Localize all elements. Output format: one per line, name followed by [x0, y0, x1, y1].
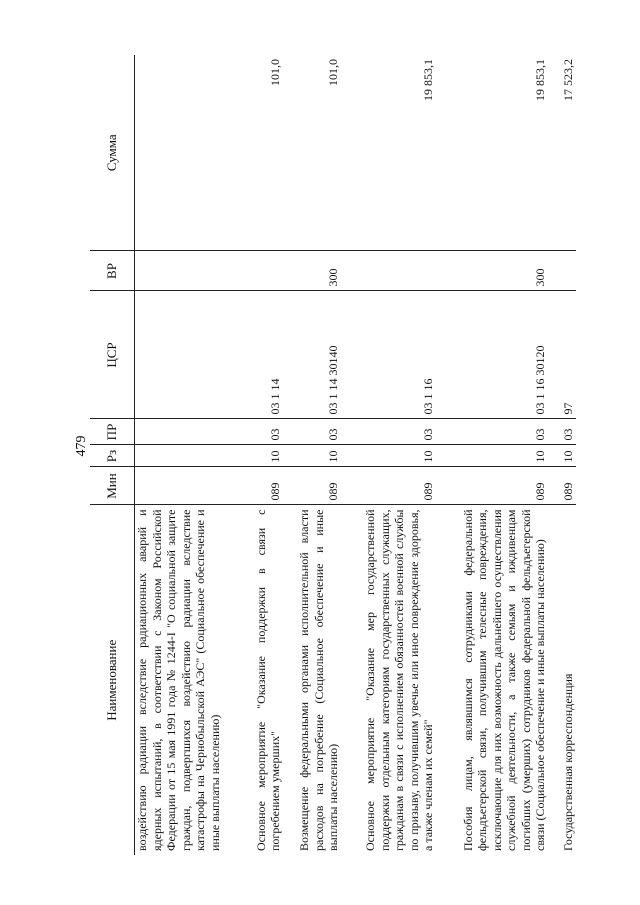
row-vr [135, 251, 235, 291]
row-pr: 03 [283, 419, 341, 445]
row-pr: 03 [548, 419, 576, 445]
row-sum: 17 523,2 [548, 55, 576, 251]
row-csr: 97 [548, 291, 576, 419]
row-csr: 03 1 16 30120 [436, 291, 548, 419]
row-rz: 10 [436, 445, 548, 467]
table-row [135, 55, 235, 855]
header-sum: Сумма [90, 55, 135, 251]
row-rz: 10 [341, 445, 436, 467]
page-number: 479 [74, 435, 89, 457]
budget-table [90, 55, 576, 855]
row-rz: 10 [283, 445, 341, 467]
header-rz: Рз [90, 445, 135, 467]
header-pr: ПР [90, 419, 135, 445]
row-sum: 101,0 [235, 55, 283, 251]
row-rz: 10 [235, 445, 283, 467]
row-vr: 300 [283, 251, 341, 291]
header-name: Наименование [90, 505, 135, 855]
row-name: Основное мероприятие "Оказание поддержки в связи с погребением умерших" [253, 509, 282, 851]
row-min: 089 [548, 467, 576, 505]
table-row [235, 55, 283, 855]
row-min: 089 [341, 467, 436, 505]
row-name: воздействию радиации вследствие радиационных аварий и ядерных испытаний, в соответствии с Законом Российской Федерации от 15 мая 1991 года № 1244-I "О социальной защите граждан, подвергшихся воздействию радиации вследствие катастрофы на Чернобыльской АЭС" (Социальное обеспечение и иные выплаты населению) [135, 509, 222, 851]
row-pr: 03 [235, 419, 283, 445]
row-csr: 03 1 16 [341, 291, 436, 419]
table-rotator [90, 55, 575, 855]
row-csr [135, 291, 235, 419]
row-min [135, 467, 235, 505]
row-name: Основное мероприятие "Оказание мер государственной поддержки отдельным категориям государственных служащих, гражданам в связи с исполнением обязанностей военной службы по призыву, получившим увечье или иное повреждение здоровья, а также членам их семей" [363, 509, 435, 851]
row-rz: 10 [548, 445, 576, 467]
table-row [436, 55, 548, 855]
row-min: 089 [283, 467, 341, 505]
header-vr: ВР [90, 251, 135, 291]
table-row [548, 55, 576, 855]
row-sum: 101,0 [283, 55, 341, 251]
row-vr [548, 251, 576, 291]
row-sum: 19 853,1 [341, 55, 436, 251]
row-min: 089 [235, 467, 283, 505]
rotated-sheet [90, 55, 575, 855]
row-csr: 03 1 14 30140 [283, 291, 341, 419]
table-row [341, 55, 436, 855]
row-csr: 03 1 14 [235, 291, 283, 419]
row-name: Возмещение федеральными органами исполнительной власти расходов на погребение (Социальное обеспечение и иные выплаты населению) [297, 509, 340, 851]
table-row [283, 55, 341, 855]
row-pr: 03 [436, 419, 548, 445]
header-csr: ЦСР [90, 291, 135, 419]
table-header-row [90, 55, 135, 855]
row-pr: 03 [341, 419, 436, 445]
row-vr [235, 251, 283, 291]
row-min: 089 [436, 467, 548, 505]
row-sum [135, 55, 235, 251]
row-vr: 300 [436, 251, 548, 291]
row-name: Пособия лицам, являвшимся сотрудниками федеральной фельдъегерской связи, получившим телесные повреждения, исключающие для них возможность дальнейшего осуществления служебной деятельности, а также семьям и иждивенцам погибших (умерших) сотрудников федеральной фельдъегерской связи (Социальное обеспечение и иные выплаты населению) [460, 509, 547, 851]
row-vr [341, 251, 436, 291]
row-pr [135, 419, 235, 445]
row-sum: 19 853,1 [436, 55, 548, 251]
row-rz [135, 445, 235, 467]
header-min: Мин [90, 467, 135, 505]
row-name: Государственная корреспонденция [561, 673, 575, 851]
